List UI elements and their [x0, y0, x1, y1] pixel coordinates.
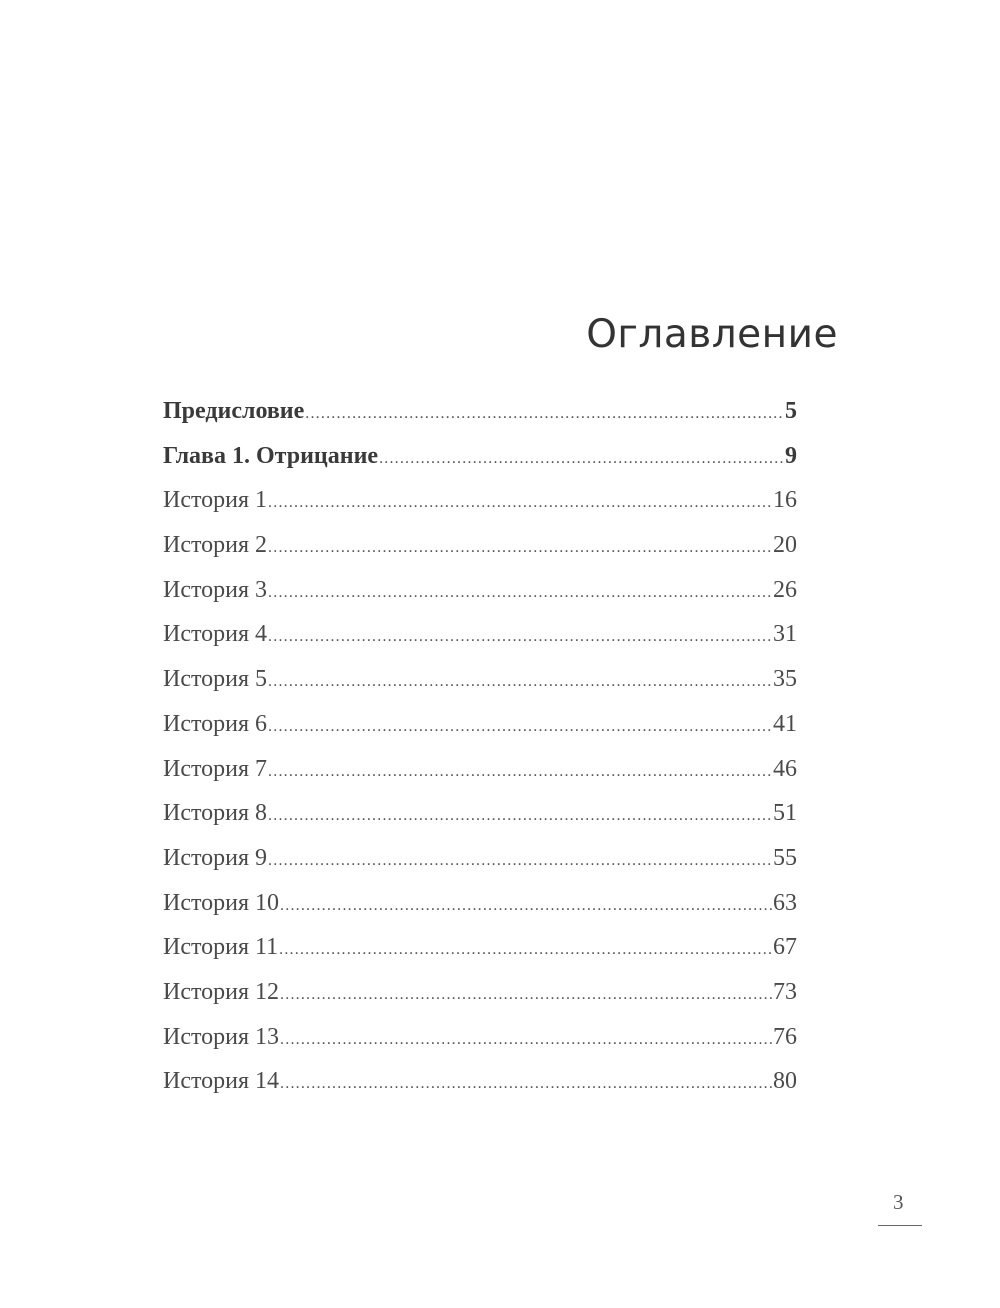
toc-entry-label: История 5 — [163, 666, 268, 693]
toc-entry[interactable] — [163, 934, 797, 979]
toc-entry-page: 51 — [773, 800, 797, 827]
dot-leader — [280, 1031, 772, 1049]
toc-entry[interactable] — [163, 800, 797, 845]
toc-entry-label: История 11 — [163, 934, 279, 961]
toc-entry-label: История 6 — [163, 710, 268, 737]
toc-entry[interactable] — [163, 711, 797, 756]
toc-entry-page: 31 — [773, 621, 797, 648]
toc-entry-label: История 2 — [163, 532, 268, 559]
dot-leader — [268, 852, 772, 870]
dot-leader — [268, 494, 772, 512]
page-title: Оглавление — [586, 312, 838, 357]
toc-entry-label: Предисловие — [163, 398, 305, 424]
dot-leader — [268, 718, 772, 736]
toc-entry[interactable] — [163, 1068, 797, 1113]
toc-entry[interactable] — [163, 443, 797, 488]
table-of-contents — [163, 398, 797, 1113]
toc-entry[interactable] — [163, 890, 797, 935]
toc-entry-page: 76 — [773, 1023, 797, 1050]
dot-leader — [279, 941, 772, 959]
toc-entry-page: 73 — [773, 978, 797, 1005]
page-number-rule — [878, 1225, 922, 1226]
toc-entry[interactable] — [163, 621, 797, 666]
toc-entry-label: История 8 — [163, 800, 268, 827]
toc-entry[interactable] — [163, 532, 797, 577]
dot-leader — [268, 584, 772, 602]
toc-entry[interactable] — [163, 487, 797, 532]
toc-entry-label: История 3 — [163, 576, 268, 603]
toc-entry-label: История 12 — [163, 978, 280, 1005]
dot-leader — [268, 763, 772, 781]
toc-entry-page: 35 — [773, 666, 797, 693]
toc-entry-label: История 7 — [163, 755, 268, 782]
toc-entry-page: 9 — [785, 442, 797, 469]
dot-leader — [280, 986, 772, 1004]
toc-entry[interactable] — [163, 979, 797, 1024]
toc-entry-page: 46 — [773, 755, 797, 782]
toc-entry-page: 5 — [785, 398, 797, 424]
toc-entry-label: Глава 1. Отрицание — [163, 442, 379, 469]
toc-entry-label: История 10 — [163, 889, 280, 916]
dot-leader — [268, 539, 772, 557]
toc-entry-label: История 9 — [163, 844, 268, 871]
dot-leader — [280, 897, 772, 915]
toc-entry[interactable] — [163, 756, 797, 801]
page-number: 3 — [893, 1190, 904, 1214]
toc-entry-page: 80 — [773, 1068, 797, 1095]
toc-entry[interactable] — [163, 1024, 797, 1069]
dot-leader — [305, 405, 784, 423]
toc-entry-page: 16 — [773, 487, 797, 514]
toc-entry-label: История 1 — [163, 487, 268, 514]
dot-leader — [379, 450, 784, 468]
toc-entry-page: 20 — [773, 532, 797, 559]
toc-entry-page: 67 — [773, 934, 797, 961]
toc-entry-label: История 4 — [163, 621, 268, 648]
dot-leader — [280, 1075, 772, 1093]
toc-entry[interactable] — [163, 666, 797, 711]
dot-leader — [268, 673, 772, 691]
toc-entry-page: 63 — [773, 889, 797, 916]
toc-entry[interactable] — [163, 577, 797, 622]
toc-entry[interactable] — [163, 845, 797, 890]
toc-entry-label: История 13 — [163, 1023, 280, 1050]
toc-entry[interactable] — [163, 398, 797, 443]
toc-entry-page: 41 — [773, 710, 797, 737]
toc-entry-page: 55 — [773, 844, 797, 871]
dot-leader — [268, 807, 772, 825]
toc-entry-label: История 14 — [163, 1068, 280, 1095]
dot-leader — [268, 628, 772, 646]
toc-entry-page: 26 — [773, 576, 797, 603]
